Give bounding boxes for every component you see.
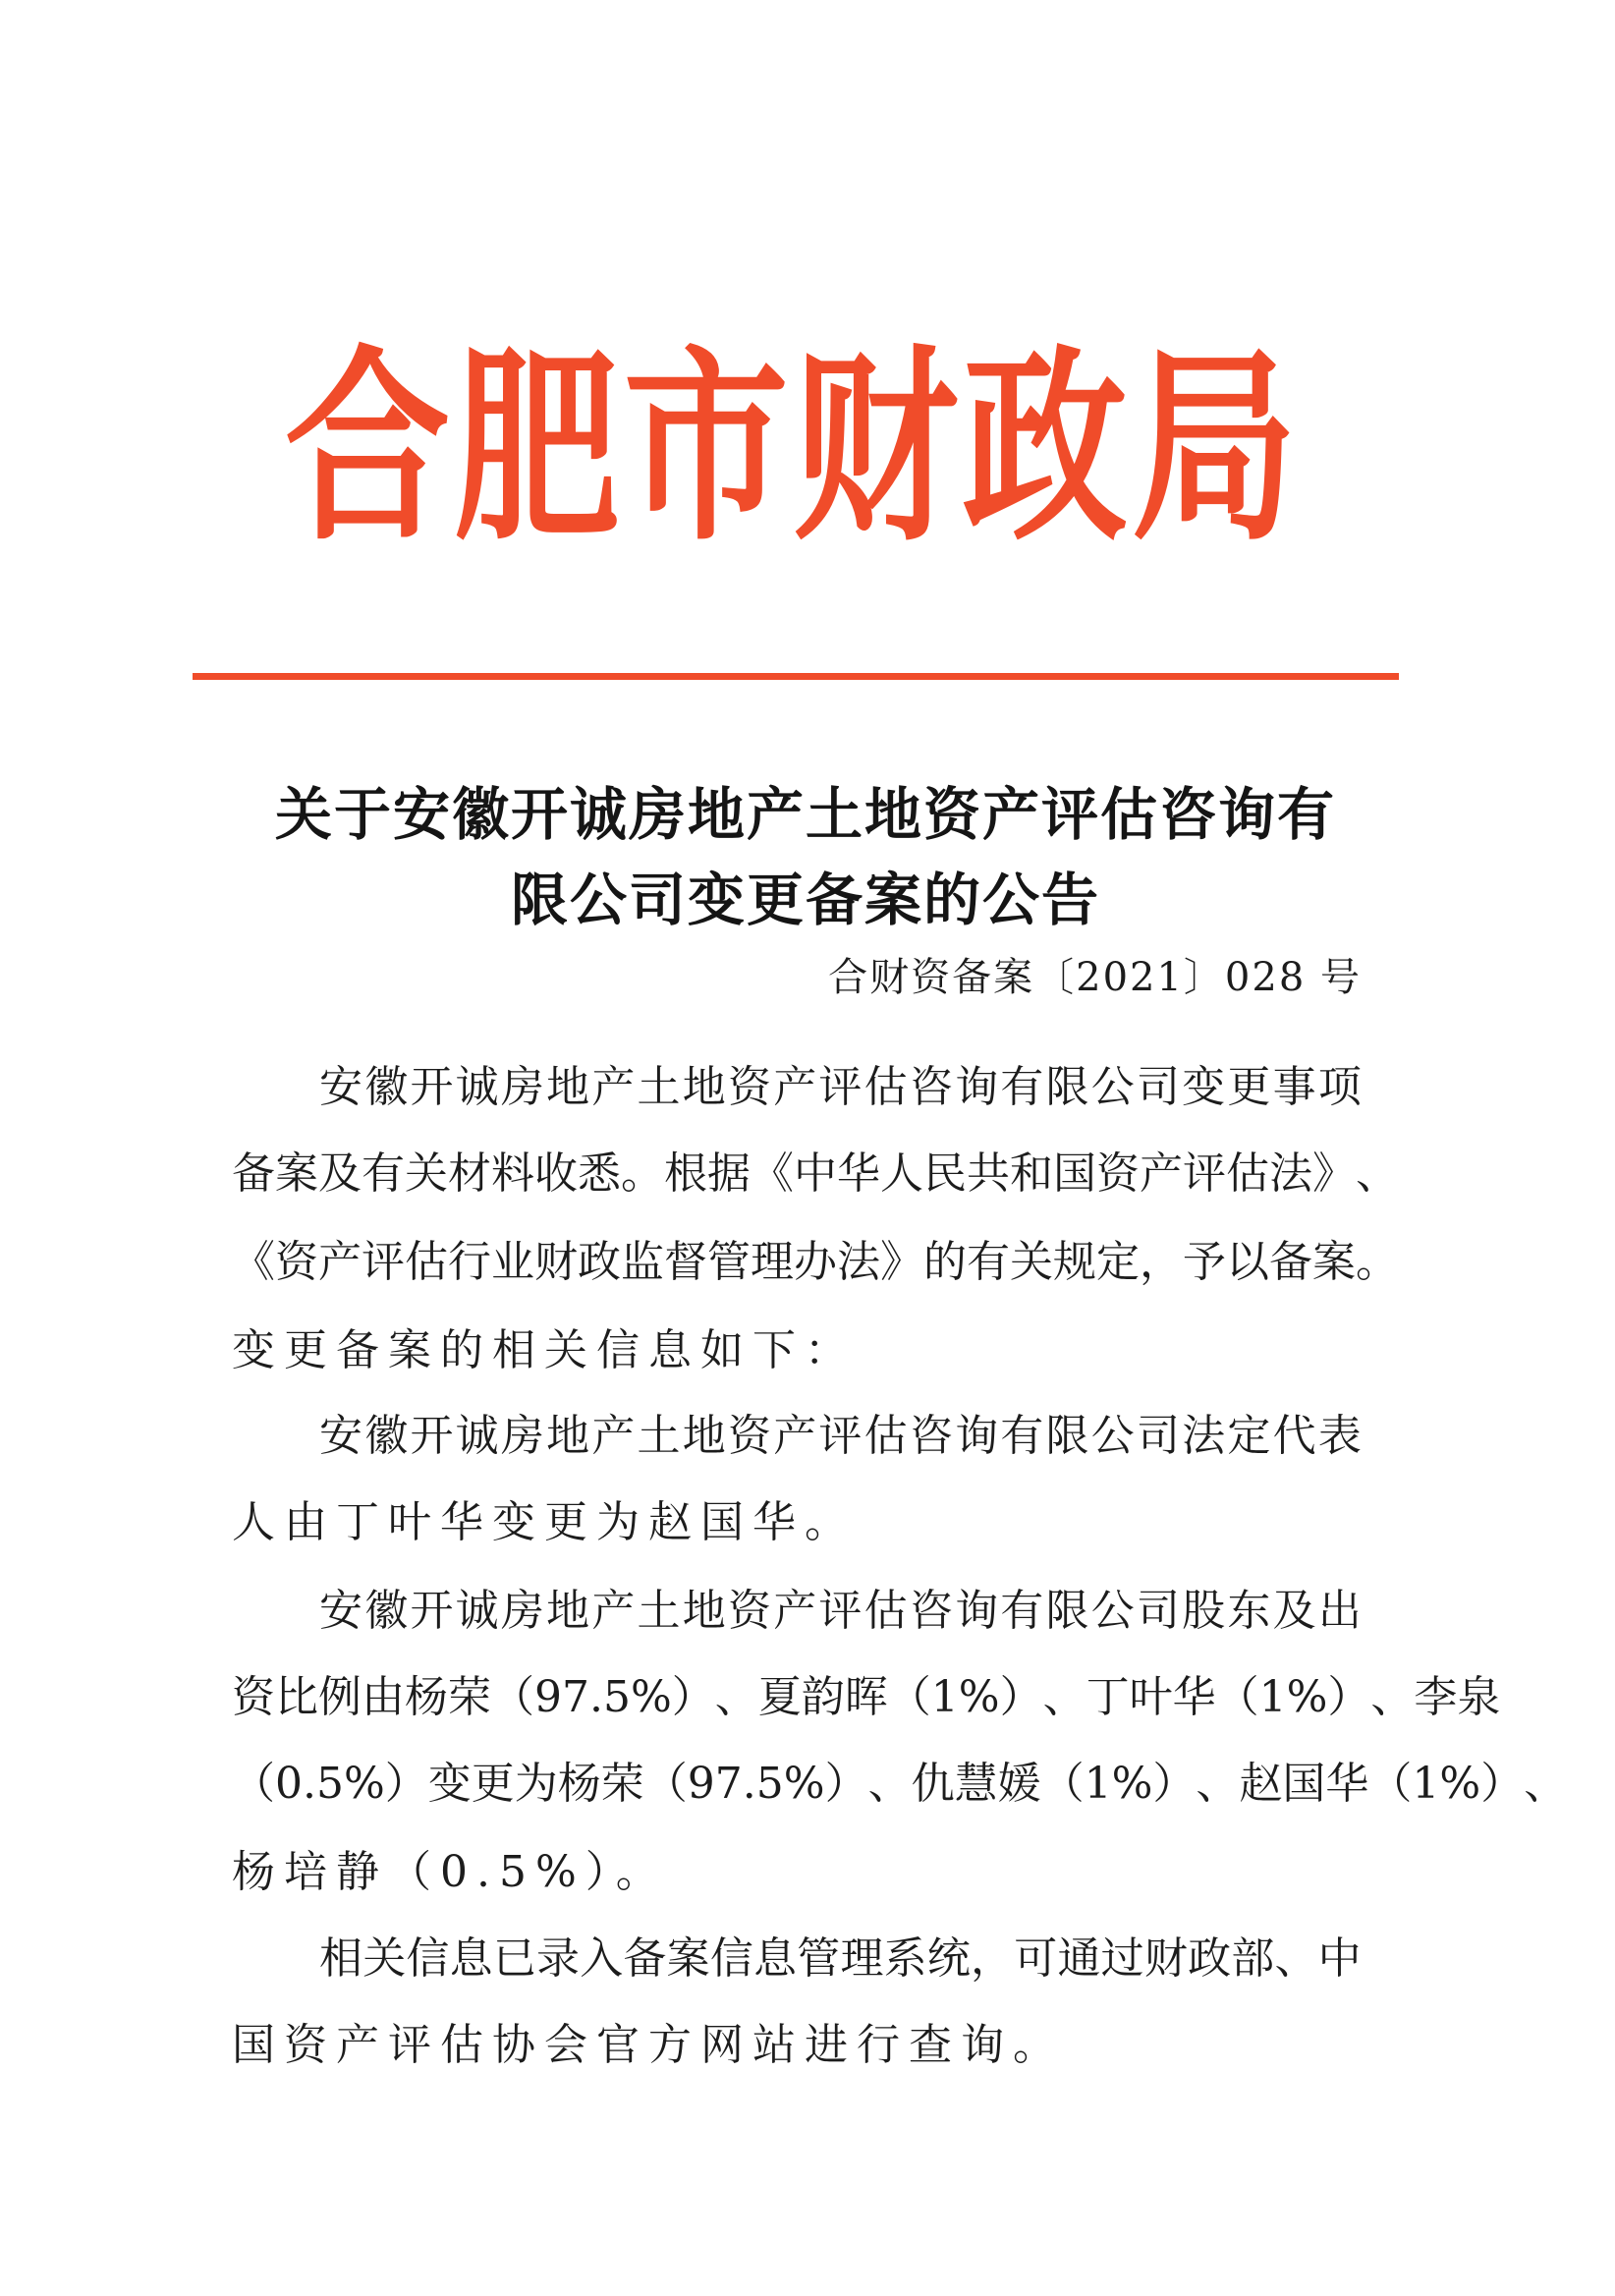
- body-line: [319, 1062, 1362, 1112]
- glyph: 资: [232, 1672, 275, 1722]
- glyph: 更: [471, 1759, 515, 1809]
- glyph: 97.5%: [534, 1672, 672, 1722]
- glyph: 。: [1356, 1237, 1399, 1287]
- glyph: 0.5%: [275, 1759, 385, 1809]
- glyph: 根: [664, 1148, 707, 1199]
- glyph: 例: [318, 1672, 362, 1722]
- letterhead-char: 合: [285, 325, 450, 569]
- glyph: 比: [275, 1672, 318, 1722]
- glyph: 1%: [930, 1672, 1000, 1722]
- letterhead-char: 财: [793, 325, 959, 569]
- document-title-line-1: 关于安徽开诚房地产土地资产评估咨询有: [274, 781, 1336, 848]
- glyph: 地: [682, 1586, 726, 1636]
- glyph: 叶: [1129, 1672, 1173, 1722]
- glyph: 定: [1227, 1411, 1271, 1461]
- glyph: 土: [637, 1411, 681, 1461]
- glyph: 管: [797, 1933, 841, 1984]
- glyph: ，: [1140, 1237, 1183, 1287]
- glyph: 产: [773, 1586, 817, 1636]
- glyph: 产: [591, 1062, 636, 1112]
- glyph: 房: [500, 1062, 544, 1112]
- glyph: 国: [1282, 1759, 1326, 1809]
- glyph: 地: [546, 1586, 590, 1636]
- glyph: 过: [1100, 1933, 1144, 1984]
- glyph: 华: [837, 1148, 880, 1199]
- glyph: 评: [818, 1586, 863, 1636]
- letterhead-title: [285, 325, 1297, 569]
- glyph: 媛: [997, 1759, 1041, 1809]
- glyph: 统: [926, 1933, 971, 1984]
- glyph: 仇: [911, 1759, 955, 1809]
- glyph: ）: [384, 1759, 428, 1809]
- glyph: 有: [362, 1148, 405, 1199]
- glyph: 相: [319, 1933, 362, 1984]
- glyph: 关: [405, 1148, 448, 1199]
- glyph: 定: [1096, 1237, 1140, 1287]
- glyph: 信: [709, 1933, 753, 1984]
- glyph: 》: [880, 1237, 923, 1287]
- glyph: （: [491, 1672, 534, 1722]
- glyph: 评: [1183, 1148, 1226, 1199]
- glyph: 收: [534, 1148, 578, 1199]
- glyph: 股: [1182, 1586, 1226, 1636]
- body-line: [232, 1148, 1399, 1199]
- body-line: 国资产评估协会官方网站进行查询。: [232, 2020, 1065, 2070]
- glyph: 悉: [578, 1148, 621, 1199]
- glyph: 产: [773, 1062, 817, 1112]
- glyph: 民: [923, 1148, 967, 1199]
- glyph: 录: [536, 1933, 581, 1984]
- glyph: 法: [1269, 1148, 1312, 1199]
- glyph: 产: [591, 1586, 636, 1636]
- glyph: 限: [1045, 1586, 1089, 1636]
- glyph: 出: [1317, 1586, 1362, 1636]
- glyph: 据: [707, 1148, 751, 1199]
- glyph: 案: [275, 1148, 318, 1199]
- glyph: 司: [1136, 1411, 1180, 1461]
- glyph: 限: [1045, 1062, 1089, 1112]
- glyph: （: [643, 1759, 688, 1809]
- glyph: 备: [1269, 1237, 1312, 1287]
- glyph: 《: [751, 1148, 794, 1199]
- glyph: 人: [880, 1148, 923, 1199]
- glyph: 安: [319, 1062, 362, 1112]
- glyph: （: [887, 1672, 931, 1722]
- glyph: 入: [580, 1933, 624, 1984]
- glyph: 管: [707, 1237, 751, 1287]
- glyph: 李: [1414, 1672, 1458, 1722]
- document-number: 合财资备案〔2021〕028 号: [828, 955, 1362, 1000]
- glyph: 土: [637, 1586, 681, 1636]
- body-line: 人由丁叶华变更为赵国华。: [232, 1497, 857, 1547]
- glyph: 公: [1090, 1062, 1135, 1112]
- glyph: 司: [1136, 1586, 1180, 1636]
- body-line: [319, 1933, 1362, 1984]
- glyph: 评: [818, 1062, 863, 1112]
- glyph: 公: [1090, 1586, 1135, 1636]
- glyph: 开: [410, 1586, 454, 1636]
- glyph: 荣: [448, 1672, 491, 1722]
- glyph: 变: [1182, 1062, 1226, 1112]
- glyph: 由: [362, 1672, 405, 1722]
- glyph: 法: [1182, 1411, 1226, 1461]
- glyph: 法: [837, 1237, 880, 1287]
- glyph: 案: [1312, 1237, 1356, 1287]
- glyph: 关: [1010, 1237, 1053, 1287]
- letterhead-char: 政: [962, 325, 1128, 569]
- glyph: 已: [492, 1933, 536, 1984]
- glyph: （: [232, 1759, 275, 1809]
- glyph: 房: [500, 1411, 544, 1461]
- glyph: 晖: [844, 1672, 888, 1722]
- glyph: 理: [840, 1933, 884, 1984]
- glyph: 资: [275, 1237, 318, 1287]
- glyph: 》: [1312, 1148, 1356, 1199]
- glyph: 及: [318, 1148, 362, 1199]
- glyph: 有: [1000, 1411, 1044, 1461]
- body-line: 变更备案的相关信息如下：: [232, 1325, 857, 1375]
- body-line: [232, 1672, 1501, 1722]
- glyph: 地: [546, 1411, 590, 1461]
- body-line: [319, 1586, 1362, 1636]
- glyph: 有: [967, 1237, 1010, 1287]
- glyph: 徽: [364, 1411, 409, 1461]
- glyph: 以: [1226, 1237, 1269, 1287]
- glyph: 东: [1227, 1586, 1271, 1636]
- glyph: 、: [1196, 1759, 1240, 1809]
- glyph: 估: [863, 1411, 908, 1461]
- glyph: 息: [449, 1933, 493, 1984]
- glyph: 咨: [909, 1411, 953, 1461]
- glyph: 产: [591, 1411, 636, 1461]
- glyph: 咨: [909, 1062, 953, 1112]
- glyph: 变: [427, 1759, 472, 1809]
- glyph: ）: [999, 1672, 1043, 1722]
- glyph: 资: [727, 1411, 771, 1461]
- glyph: 息: [753, 1933, 798, 1984]
- glyph: 荣: [600, 1759, 644, 1809]
- glyph: 华: [1325, 1759, 1369, 1809]
- glyph: 通: [1057, 1933, 1101, 1984]
- glyph: 产: [318, 1237, 362, 1287]
- glyph: 、: [1524, 1759, 1568, 1809]
- glyph: 徽: [364, 1062, 409, 1112]
- glyph: 询: [955, 1062, 999, 1112]
- glyph: 监: [621, 1237, 664, 1287]
- glyph: 公: [1090, 1411, 1135, 1461]
- glyph: 更: [1227, 1062, 1271, 1112]
- glyph: 产: [1140, 1148, 1183, 1199]
- glyph: 政: [1188, 1933, 1232, 1984]
- glyph: 事: [1272, 1062, 1316, 1112]
- glyph: 的: [923, 1237, 967, 1287]
- glyph: ）: [1327, 1672, 1371, 1722]
- glyph: 开: [410, 1411, 454, 1461]
- glyph: 料: [491, 1148, 534, 1199]
- glyph: 督: [664, 1237, 707, 1287]
- glyph: 安: [319, 1586, 362, 1636]
- glyph: 估: [863, 1586, 908, 1636]
- glyph: 、: [1042, 1672, 1086, 1722]
- letterhead-char: 局: [1131, 325, 1297, 569]
- glyph: 关: [362, 1933, 407, 1984]
- glyph: 诚: [455, 1062, 499, 1112]
- glyph: 规: [1053, 1237, 1096, 1287]
- glyph: 华: [1172, 1672, 1216, 1722]
- glyph: 中: [794, 1148, 837, 1199]
- glyph: 、: [1356, 1148, 1399, 1199]
- glyph: 徽: [364, 1586, 409, 1636]
- glyph: 夏: [757, 1672, 802, 1722]
- glyph: 询: [955, 1586, 999, 1636]
- glyph: 估: [1226, 1148, 1269, 1199]
- glyph: 业: [491, 1237, 534, 1287]
- glyph: （: [1040, 1759, 1085, 1809]
- glyph: 材: [448, 1148, 491, 1199]
- glyph: 资: [1096, 1148, 1140, 1199]
- glyph: ）: [671, 1672, 715, 1722]
- glyph: 1%: [1412, 1759, 1481, 1809]
- glyph: 估: [405, 1237, 448, 1287]
- glyph: 备: [232, 1148, 275, 1199]
- glyph: 部: [1231, 1933, 1275, 1984]
- glyph: 房: [500, 1586, 544, 1636]
- glyph: 97.5%: [687, 1759, 825, 1809]
- glyph: （: [1368, 1759, 1413, 1809]
- glyph: ）: [1480, 1759, 1525, 1809]
- glyph: 诚: [455, 1586, 499, 1636]
- glyph: 理: [751, 1237, 794, 1287]
- glyph: 土: [637, 1062, 681, 1112]
- glyph: 韵: [801, 1672, 845, 1722]
- document-title-line-2: 限公司变更备案的公告: [510, 867, 1100, 933]
- glyph: 、: [1370, 1672, 1415, 1722]
- glyph: 诚: [455, 1411, 499, 1461]
- glyph: 中: [1317, 1933, 1362, 1984]
- glyph: 可: [1014, 1933, 1058, 1984]
- glyph: 丁: [1086, 1672, 1130, 1722]
- glyph: 赵: [1239, 1759, 1283, 1809]
- glyph: 信: [406, 1933, 450, 1984]
- glyph: 地: [546, 1062, 590, 1112]
- glyph: 和: [1010, 1148, 1053, 1199]
- glyph: 1%: [1258, 1672, 1328, 1722]
- glyph: 评: [362, 1237, 405, 1287]
- glyph: ）: [1152, 1759, 1197, 1809]
- glyph: 系: [883, 1933, 927, 1984]
- glyph: 。: [621, 1148, 664, 1199]
- glyph: 国: [1053, 1148, 1096, 1199]
- glyph: 为: [514, 1759, 558, 1809]
- glyph: 案: [666, 1933, 710, 1984]
- glyph: 开: [410, 1062, 454, 1112]
- glyph: 杨: [405, 1672, 448, 1722]
- glyph: 及: [1272, 1586, 1316, 1636]
- body-line: 杨培静（0.5%）。: [232, 1847, 668, 1897]
- glyph: 共: [967, 1148, 1010, 1199]
- glyph: 、: [867, 1759, 912, 1809]
- glyph: 杨: [557, 1759, 601, 1809]
- body-line: [232, 1237, 1399, 1287]
- glyph: 询: [955, 1411, 999, 1461]
- glyph: 慧: [954, 1759, 998, 1809]
- glyph: 备: [623, 1933, 667, 1984]
- glyph: 代: [1272, 1411, 1316, 1461]
- letterhead-char: 肥: [454, 325, 620, 569]
- glyph: 估: [863, 1062, 908, 1112]
- glyph: 资: [727, 1062, 771, 1112]
- glyph: 安: [319, 1411, 362, 1461]
- glyph: 表: [1317, 1411, 1362, 1461]
- glyph: 财: [534, 1237, 578, 1287]
- glyph: 有: [1000, 1586, 1044, 1636]
- glyph: 资: [727, 1586, 771, 1636]
- glyph: 项: [1317, 1062, 1362, 1112]
- glyph: 有: [1000, 1062, 1044, 1112]
- glyph: 、: [714, 1672, 758, 1722]
- glyph: 泉: [1457, 1672, 1501, 1722]
- glyph: 行: [448, 1237, 491, 1287]
- glyph: 评: [818, 1411, 863, 1461]
- letterhead-red-rule: [193, 673, 1399, 680]
- glyph: 咨: [909, 1586, 953, 1636]
- glyph: 财: [1143, 1933, 1188, 1984]
- glyph: 产: [773, 1411, 817, 1461]
- glyph: 地: [682, 1062, 726, 1112]
- glyph: 办: [794, 1237, 837, 1287]
- glyph: 1%: [1084, 1759, 1153, 1809]
- glyph: 、: [1274, 1933, 1318, 1984]
- glyph: （: [1215, 1672, 1259, 1722]
- glyph: 限: [1045, 1411, 1089, 1461]
- glyph: ）: [824, 1759, 868, 1809]
- body-line: [319, 1411, 1362, 1461]
- letterhead-char: 市: [623, 325, 789, 569]
- body-line: [232, 1759, 1568, 1809]
- glyph: ，: [971, 1933, 1015, 1984]
- glyph: 政: [578, 1237, 621, 1287]
- glyph: 地: [682, 1411, 726, 1461]
- glyph: 予: [1183, 1237, 1226, 1287]
- glyph: 《: [232, 1237, 275, 1287]
- glyph: 司: [1136, 1062, 1180, 1112]
